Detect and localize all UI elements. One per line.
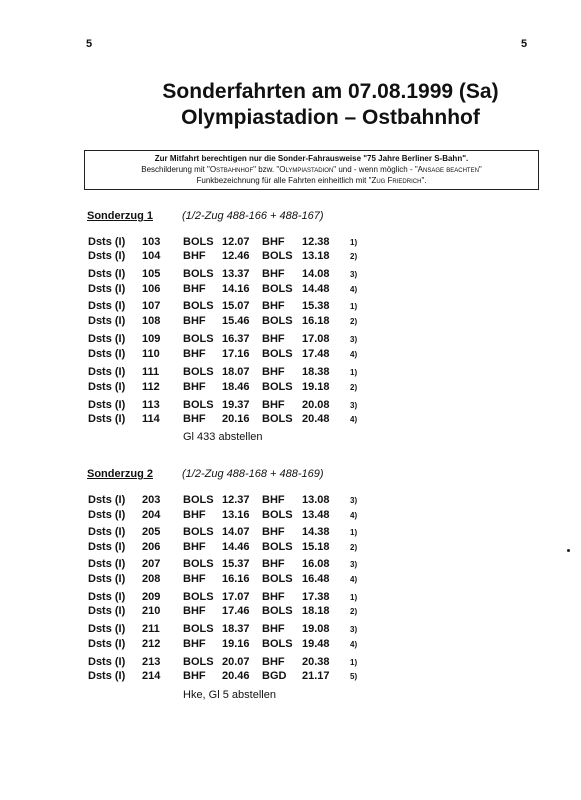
origin-station: BHF: [183, 509, 206, 521]
arrival-time: 19.18: [302, 381, 330, 393]
footnote-ref: 3): [350, 401, 358, 410]
footnote-ref: 1): [350, 302, 358, 311]
origin-station: BOLS: [183, 591, 214, 603]
schedule-row: [0, 366, 581, 380]
train-number: 204: [142, 509, 161, 521]
origin-station: BOLS: [183, 300, 214, 312]
departure-time: 17.07: [222, 591, 250, 603]
departure-time: 12.07: [222, 236, 250, 248]
origin-station: BOLS: [183, 494, 214, 506]
destination-station: BOLS: [262, 573, 293, 585]
arrival-time: 14.38: [302, 526, 330, 538]
service-type: Dsts (I): [88, 591, 126, 603]
arrival-time: 12.38: [302, 236, 330, 248]
destination-station: BOLS: [262, 541, 293, 553]
service-type: Dsts (I): [88, 509, 126, 521]
schedule-row: [0, 268, 581, 282]
arrival-time: 19.48: [302, 638, 330, 650]
notice-line-3: [85, 175, 538, 186]
arrival-time: 16.48: [302, 573, 330, 585]
footnote-ref: 3): [350, 625, 358, 634]
schedule-row: [0, 283, 581, 297]
footnote-ref: 4): [350, 511, 358, 520]
train-number: 214: [142, 670, 161, 682]
schedule-row: [0, 526, 581, 540]
train-number: 103: [142, 236, 161, 248]
departure-time: 20.07: [222, 656, 250, 668]
arrival-time: 19.08: [302, 623, 330, 635]
footnote-ref: 4): [350, 415, 358, 424]
footnote-ref: 5): [350, 672, 358, 681]
schedule-row: [0, 623, 581, 637]
train-number: 113: [142, 399, 160, 411]
notice-line-2-part: Beschilderung mit ": [141, 165, 210, 174]
destination-station: BHF: [262, 366, 285, 378]
destination-station: BHF: [262, 399, 285, 411]
train-number: 209: [142, 591, 161, 603]
departure-time: 17.16: [222, 348, 250, 360]
schedule-row: [0, 591, 581, 605]
schedule-row: [0, 413, 581, 427]
destination-station: BHF: [262, 300, 285, 312]
schedule-row: [0, 348, 581, 362]
schedule-row: [0, 558, 581, 572]
origin-station: BOLS: [183, 558, 214, 570]
arrival-time: 20.08: [302, 399, 330, 411]
schedule-row: [0, 315, 581, 329]
notice-box: [84, 150, 539, 190]
train-number: 104: [142, 250, 161, 262]
schedule-row: [0, 399, 581, 413]
footnote-ref: 3): [350, 270, 358, 279]
schedule-row: [0, 656, 581, 670]
train-number: 213: [142, 656, 161, 668]
arrival-time: 13.48: [302, 509, 330, 521]
origin-station: BHF: [183, 605, 206, 617]
origin-station: BHF: [183, 283, 206, 295]
service-type: Dsts (I): [88, 333, 126, 345]
service-type: Dsts (I): [88, 656, 126, 668]
destination-station: BOLS: [262, 283, 293, 295]
notice-line-3-part: Funkbezeichnung für alle Fahrten einheitlich mit ": [196, 176, 372, 185]
train-number: 208: [142, 573, 161, 585]
service-type: Dsts (I): [88, 494, 126, 506]
service-type: Dsts (I): [88, 623, 126, 635]
destination-station: BOLS: [262, 315, 293, 327]
footnote-ref: 4): [350, 640, 358, 649]
destination-station: BOLS: [262, 605, 293, 617]
destination-station: BHF: [262, 526, 285, 538]
footnote-ref: 3): [350, 335, 358, 344]
train-number: 203: [142, 494, 161, 506]
footnote-ref: 1): [350, 658, 358, 667]
schedule-row: [0, 494, 581, 508]
train-number: 205: [142, 526, 161, 538]
arrival-time: 15.38: [302, 300, 330, 312]
departure-time: 17.46: [222, 605, 250, 617]
service-type: Dsts (I): [88, 366, 126, 378]
service-type: Dsts (I): [88, 283, 126, 295]
service-type: Dsts (I): [88, 638, 126, 650]
destination-station: BOLS: [262, 348, 293, 360]
notice-line-1: Zur Mitfahrt berechtigen nur die Sonder-Fahrausweise "75 Jahre Berliner S-Bahn".: [154, 154, 469, 163]
scan-speck: [567, 549, 570, 552]
departure-time: 20.16: [222, 413, 250, 425]
schedule-row: [0, 333, 581, 347]
departure-time: 19.37: [222, 399, 250, 411]
origin-station: BHF: [183, 573, 206, 585]
destination-station: BHF: [262, 268, 285, 280]
arrival-time: 14.48: [302, 283, 330, 295]
arrival-time: 17.08: [302, 333, 330, 345]
notice-line-2-part: Olympiastadion: [279, 165, 334, 174]
departure-time: 15.46: [222, 315, 250, 327]
departure-time: 13.16: [222, 509, 250, 521]
footnote-ref: 2): [350, 252, 358, 261]
footnote-ref: 2): [350, 607, 358, 616]
origin-station: BHF: [183, 250, 206, 262]
service-type: Dsts (I): [88, 250, 126, 262]
service-type: Dsts (I): [88, 573, 126, 585]
origin-station: BOLS: [183, 656, 214, 668]
service-type: Dsts (I): [88, 558, 126, 570]
service-type: Dsts (I): [88, 605, 126, 617]
origin-station: BOLS: [183, 366, 214, 378]
footnote-ref: 1): [350, 368, 358, 377]
destination-station: BOLS: [262, 413, 293, 425]
notice-line-2: [85, 164, 538, 175]
destination-station: BOLS: [262, 638, 293, 650]
footnote-ref: 4): [350, 350, 358, 359]
destination-station: BHF: [262, 656, 285, 668]
schedule-row: [0, 509, 581, 523]
departure-time: 14.07: [222, 526, 250, 538]
train-composition: (1/2-Zug 488-168 + 488-169): [182, 468, 324, 480]
footnote-ref: 3): [350, 560, 358, 569]
page-subtitle: Olympiastadion – Ostbahnhof: [181, 106, 480, 129]
departure-time: 18.46: [222, 381, 250, 393]
service-type: Dsts (I): [88, 348, 126, 360]
arrival-time: 16.18: [302, 315, 330, 327]
train-composition: (1/2-Zug 488-166 + 488-167): [182, 210, 324, 222]
footnote-ref: 4): [350, 285, 358, 294]
destination-station: BHF: [262, 591, 285, 603]
notice-line-2-part: " bzw. ": [253, 165, 280, 174]
footnote-ref: 1): [350, 528, 358, 537]
destination-station: BGD: [262, 670, 287, 682]
destination-station: BHF: [262, 236, 285, 248]
service-type: Dsts (I): [88, 413, 126, 425]
section-label: Sonderzug 1: [87, 210, 154, 222]
arrival-time: 17.38: [302, 591, 330, 603]
footnote-ref: 3): [350, 496, 358, 505]
origin-station: BOLS: [183, 236, 214, 248]
notice-line-3-part: ".: [421, 176, 427, 185]
service-type: Dsts (I): [88, 670, 126, 682]
origin-station: BHF: [183, 638, 206, 650]
train-number: 110: [142, 348, 160, 360]
destination-station: BOLS: [262, 509, 293, 521]
service-type: Dsts (I): [88, 300, 126, 312]
train-number: 114: [142, 413, 160, 425]
schedule-row: [0, 541, 581, 555]
destination-station: BOLS: [262, 250, 293, 262]
arrival-time: 20.38: [302, 656, 330, 668]
destination-station: BHF: [262, 623, 285, 635]
schedule-row: [0, 381, 581, 395]
service-type: Dsts (I): [88, 268, 126, 280]
service-type: Dsts (I): [88, 541, 126, 553]
departure-time: 16.37: [222, 333, 250, 345]
origin-station: BHF: [183, 413, 206, 425]
train-number: 109: [142, 333, 161, 345]
origin-station: BHF: [183, 315, 206, 327]
train-number: 108: [142, 315, 161, 327]
schedule-row: [0, 670, 581, 684]
arrival-time: 13.08: [302, 494, 330, 506]
train-number: 211: [142, 623, 160, 635]
train-number: 112: [142, 381, 160, 393]
departure-time: 12.46: [222, 250, 250, 262]
service-type: Dsts (I): [88, 399, 126, 411]
origin-station: BOLS: [183, 526, 214, 538]
arrival-time: 18.38: [302, 366, 330, 378]
page-title: Sonderfahrten am 07.08.1999 (Sa): [162, 80, 499, 103]
page-number-left: 5: [86, 38, 93, 50]
departure-time: 13.37: [222, 268, 250, 280]
footnote-ref: 1): [350, 238, 358, 247]
page-number-right: 5: [521, 38, 528, 50]
destination-station: BHF: [262, 494, 285, 506]
origin-station: BHF: [183, 381, 206, 393]
notice-line-2-part: Ansage beachten: [417, 165, 479, 174]
schedule-row: [0, 300, 581, 314]
section-label: Sonderzug 2: [87, 468, 154, 480]
footnote-ref: 1): [350, 593, 358, 602]
schedule-row: [0, 236, 581, 250]
footnote-ref: 2): [350, 383, 358, 392]
arrival-time: 14.08: [302, 268, 330, 280]
departure-time: 15.37: [222, 558, 250, 570]
departure-time: 14.46: [222, 541, 250, 553]
footnote-ref: 2): [350, 317, 358, 326]
arrival-time: 21.17: [302, 670, 330, 682]
departure-time: 20.46: [222, 670, 250, 682]
origin-station: BOLS: [183, 268, 214, 280]
footnote-ref: 4): [350, 575, 358, 584]
origin-station: BOLS: [183, 399, 214, 411]
arrival-time: 17.48: [302, 348, 330, 360]
train-number: 111: [142, 366, 160, 378]
origin-station: BHF: [183, 541, 206, 553]
origin-station: BOLS: [183, 333, 214, 345]
arrival-time: 15.18: [302, 541, 330, 553]
departure-time: 12.37: [222, 494, 250, 506]
departure-time: 16.16: [222, 573, 250, 585]
departure-time: 18.07: [222, 366, 250, 378]
arrival-time: 20.48: [302, 413, 330, 425]
train-number: 105: [142, 268, 161, 280]
origin-station: BHF: [183, 670, 206, 682]
notice-line-2-part: " und - wenn möglich - ": [333, 165, 418, 174]
service-type: Dsts (I): [88, 526, 126, 538]
destination-station: BHF: [262, 558, 285, 570]
section-footnote: Hke, Gl 5 abstellen: [183, 689, 276, 701]
train-number: 206: [142, 541, 161, 553]
schedule-row: [0, 638, 581, 652]
arrival-time: 18.18: [302, 605, 330, 617]
schedule-row: [0, 250, 581, 264]
footnote-ref: 2): [350, 543, 358, 552]
service-type: Dsts (I): [88, 381, 126, 393]
origin-station: BHF: [183, 348, 206, 360]
train-number: 207: [142, 558, 161, 570]
departure-time: 18.37: [222, 623, 250, 635]
arrival-time: 13.18: [302, 250, 330, 262]
departure-time: 14.16: [222, 283, 250, 295]
departure-time: 19.16: [222, 638, 250, 650]
train-number: 107: [142, 300, 161, 312]
train-number: 106: [142, 283, 161, 295]
service-type: Dsts (I): [88, 315, 126, 327]
origin-station: BOLS: [183, 623, 214, 635]
schedule-row: [0, 573, 581, 587]
section-footnote: Gl 433 abstellen: [183, 431, 263, 443]
notice-line-3-part: Zug Friedrich: [371, 176, 422, 185]
schedule-row: [0, 605, 581, 619]
section-header: [87, 468, 324, 480]
notice-line-2-part: Ostbahnhof: [209, 165, 254, 174]
train-number: 212: [142, 638, 161, 650]
departure-time: 15.07: [222, 300, 250, 312]
destination-station: BHF: [262, 333, 285, 345]
notice-line-2-part: ": [478, 165, 482, 174]
train-number: 210: [142, 605, 161, 617]
destination-station: BOLS: [262, 381, 293, 393]
section-header: [87, 210, 324, 222]
arrival-time: 16.08: [302, 558, 330, 570]
service-type: Dsts (I): [88, 236, 126, 248]
